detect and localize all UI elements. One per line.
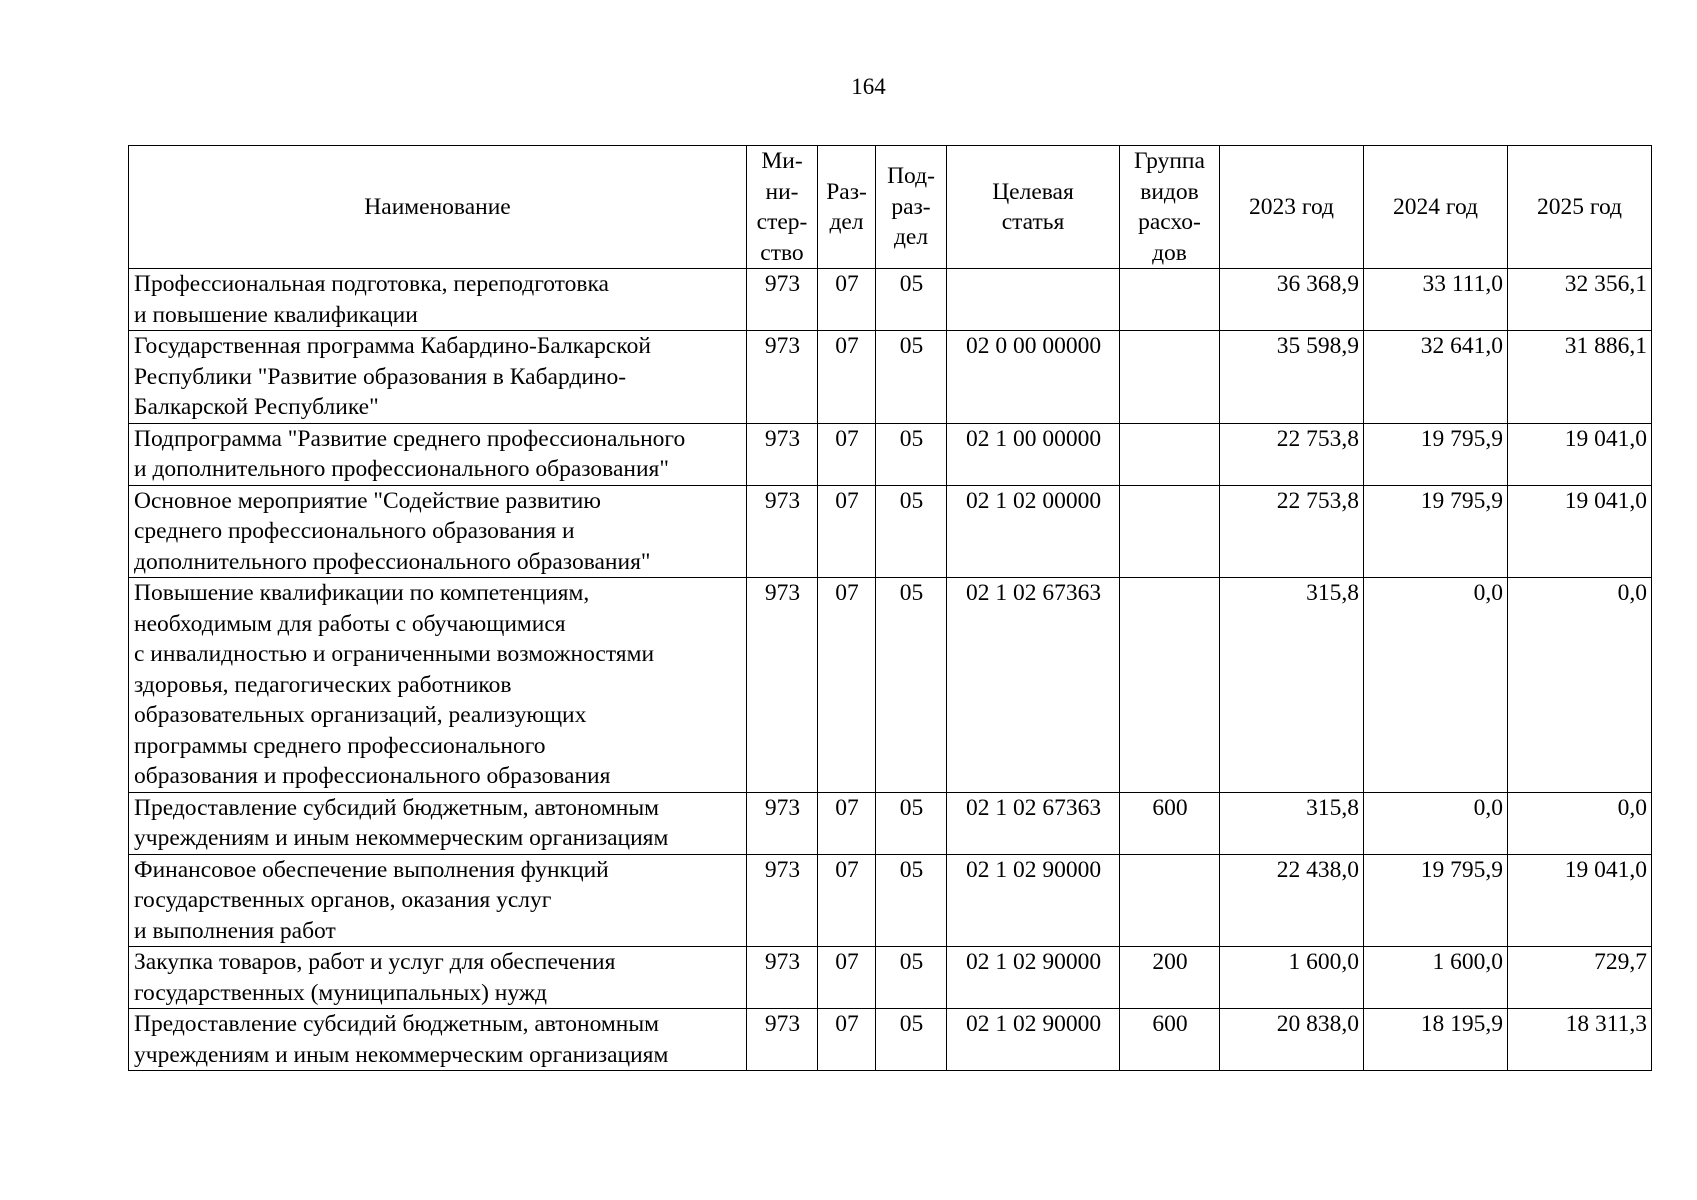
- cell-name-line: Государственная программа Кабардино-Балкарской: [134, 333, 651, 359]
- cell-year-2023: 36 368,9: [1220, 269, 1364, 331]
- cell-section: 07: [818, 423, 876, 485]
- cell-name-line: программы среднего профессионального: [134, 732, 546, 759]
- header-year-2023: 2023 год: [1220, 146, 1364, 269]
- cell-name-line: и дополнительного профессионального образования": [134, 456, 669, 482]
- table-header-row: [129, 146, 1652, 269]
- cell-name-line: Подпрограмма "Развитие среднего профессионального: [134, 425, 686, 452]
- cell-year-2023: 22 753,8: [1220, 423, 1364, 485]
- page-number: 164: [851, 74, 886, 99]
- cell-name-line: Основное мероприятие "Содействие развитию: [134, 487, 601, 514]
- cell-expense-group: 600: [1120, 792, 1220, 854]
- cell-ministry: 973: [747, 1009, 818, 1071]
- cell-target-article: 02 1 02 90000: [947, 947, 1120, 1009]
- cell-year-2025: 0,0: [1508, 578, 1652, 793]
- table-row: [129, 331, 1652, 424]
- cell-target-article: 02 0 00 00000: [947, 331, 1120, 424]
- cell-target-article: [947, 269, 1120, 331]
- cell-year-2024: 0,0: [1364, 792, 1508, 854]
- header-name: Наименование: [129, 146, 747, 269]
- header-year-2025: 2025 год: [1508, 146, 1652, 269]
- cell-subsection: 05: [876, 331, 947, 424]
- cell-name-line: Предоставление субсидий бюджетным, автономным: [134, 794, 659, 821]
- cell-name: [129, 331, 747, 424]
- cell-year-2023: 315,8: [1220, 792, 1364, 854]
- cell-subsection: 05: [876, 792, 947, 854]
- header-expense-group: Группа видов расхо- дов: [1120, 146, 1220, 269]
- cell-year-2023: 1 600,0: [1220, 947, 1364, 1009]
- cell-year-2025: 729,7: [1508, 947, 1652, 1009]
- budget-table: [128, 145, 1652, 1071]
- cell-section: 07: [818, 485, 876, 578]
- cell-year-2024: 18 195,9: [1364, 1009, 1508, 1071]
- cell-subsection: 05: [876, 423, 947, 485]
- cell-year-2025: 19 041,0: [1508, 485, 1652, 578]
- cell-expense-group: [1120, 578, 1220, 793]
- table-row: [129, 792, 1652, 854]
- cell-ministry: 973: [747, 578, 818, 793]
- cell-year-2023: 35 598,9: [1220, 331, 1364, 424]
- cell-section: 07: [818, 947, 876, 1009]
- cell-year-2025: 31 886,1: [1508, 331, 1652, 424]
- cell-expense-group: [1120, 331, 1220, 424]
- cell-section: 07: [818, 1009, 876, 1071]
- cell-ministry: 973: [747, 947, 818, 1009]
- cell-year-2025: 32 356,1: [1508, 269, 1652, 331]
- cell-name: [129, 423, 747, 485]
- cell-name-line: учреждениям и иным некоммерческим организациям: [134, 1041, 669, 1068]
- cell-year-2024: 33 111,0: [1364, 269, 1508, 331]
- cell-name-line: Республики "Развитие образования в Кабардино-: [134, 363, 627, 390]
- cell-name-line: с инвалидностью и ограниченными возможностями: [134, 641, 655, 667]
- cell-target-article: 02 1 02 90000: [947, 854, 1120, 947]
- cell-year-2023: 22 438,0: [1220, 854, 1364, 947]
- table-row: [129, 578, 1652, 793]
- cell-year-2024: 32 641,0: [1364, 331, 1508, 424]
- cell-section: 07: [818, 792, 876, 854]
- cell-name-line: необходимым для работы с обучающимися: [134, 610, 566, 637]
- cell-name-line: учреждениям и иным некоммерческим организациям: [134, 825, 669, 851]
- cell-name-line: Балкарской Республике": [134, 394, 379, 420]
- cell-subsection: 05: [876, 269, 947, 331]
- cell-target-article: 02 1 00 00000: [947, 423, 1120, 485]
- cell-year-2023: 315,8: [1220, 578, 1364, 793]
- cell-year-2025: 18 311,3: [1508, 1009, 1652, 1071]
- cell-name: [129, 485, 747, 578]
- cell-expense-group: [1120, 269, 1220, 331]
- cell-ministry: 973: [747, 792, 818, 854]
- cell-expense-group: 200: [1120, 947, 1220, 1009]
- table-row: [129, 854, 1652, 947]
- cell-name-line: среднего профессионального образования и: [134, 518, 575, 544]
- header-section: Раз- дел: [818, 146, 876, 269]
- cell-subsection: 05: [876, 947, 947, 1009]
- cell-expense-group: [1120, 854, 1220, 947]
- cell-ministry: 973: [747, 423, 818, 485]
- cell-year-2023: 22 753,8: [1220, 485, 1364, 578]
- cell-subsection: 05: [876, 578, 947, 793]
- cell-name-line: государственных (муниципальных) нужд: [134, 979, 548, 1006]
- cell-year-2024: 19 795,9: [1364, 854, 1508, 947]
- cell-section: 07: [818, 854, 876, 947]
- cell-name: [129, 578, 747, 793]
- table-row: [129, 423, 1652, 485]
- cell-section: 07: [818, 331, 876, 424]
- cell-name-line: Финансовое обеспечение выполнения функций: [134, 856, 609, 883]
- header-ministry: Ми- ни- стер- ство: [747, 146, 818, 269]
- cell-subsection: 05: [876, 485, 947, 578]
- cell-subsection: 05: [876, 1009, 947, 1071]
- cell-name: [129, 792, 747, 854]
- cell-year-2024: 19 795,9: [1364, 485, 1508, 578]
- cell-target-article: 02 1 02 67363: [947, 792, 1120, 854]
- cell-ministry: 973: [747, 854, 818, 947]
- cell-section: 07: [818, 578, 876, 793]
- cell-subsection: 05: [876, 854, 947, 947]
- cell-name: [129, 854, 747, 947]
- table-row: [129, 1009, 1652, 1071]
- table-body: [129, 269, 1652, 1071]
- cell-name-line: Предоставление субсидий бюджетным, автономным: [134, 1011, 659, 1037]
- header-target-article: Целевая статья: [947, 146, 1120, 269]
- cell-year-2025: 0,0: [1508, 792, 1652, 854]
- cell-name-line: Профессиональная подготовка, переподготовка: [134, 271, 609, 297]
- cell-expense-group: [1120, 423, 1220, 485]
- cell-name-line: и выполнения работ: [134, 917, 336, 944]
- table-row: [129, 485, 1652, 578]
- cell-name-line: Повышение квалификации по компетенциям,: [134, 580, 590, 606]
- cell-name-line: дополнительного профессионального образования": [134, 548, 651, 575]
- cell-name: [129, 1009, 747, 1071]
- cell-name-line: государственных органов, оказания услуг: [134, 887, 552, 913]
- cell-year-2025: 19 041,0: [1508, 423, 1652, 485]
- cell-section: 07: [818, 269, 876, 331]
- header-subsection: Под- раз- дел: [876, 146, 947, 269]
- cell-target-article: 02 1 02 90000: [947, 1009, 1120, 1071]
- cell-ministry: 973: [747, 485, 818, 578]
- cell-year-2024: 0,0: [1364, 578, 1508, 793]
- table-row: [129, 947, 1652, 1009]
- cell-year-2024: 1 600,0: [1364, 947, 1508, 1009]
- cell-target-article: 02 1 02 67363: [947, 578, 1120, 793]
- cell-name-line: Закупка товаров, работ и услуг для обеспечения: [134, 949, 616, 975]
- table-row: [129, 269, 1652, 331]
- cell-name-line: здоровья, педагогических работников: [134, 671, 512, 698]
- header-year-2024: 2024 год: [1364, 146, 1508, 269]
- cell-year-2024: 19 795,9: [1364, 423, 1508, 485]
- cell-year-2025: 19 041,0: [1508, 854, 1652, 947]
- cell-ministry: 973: [747, 331, 818, 424]
- cell-expense-group: [1120, 485, 1220, 578]
- cell-year-2023: 20 838,0: [1220, 1009, 1364, 1071]
- cell-name-line: образования и профессионального образования: [134, 763, 611, 789]
- cell-expense-group: 600: [1120, 1009, 1220, 1071]
- cell-name: [129, 947, 747, 1009]
- cell-target-article: 02 1 02 00000: [947, 485, 1120, 578]
- cell-name-line: и повышение квалификации: [134, 301, 418, 328]
- cell-ministry: 973: [747, 269, 818, 331]
- cell-name: [129, 269, 747, 331]
- cell-name-line: образовательных организаций, реализующих: [134, 702, 587, 728]
